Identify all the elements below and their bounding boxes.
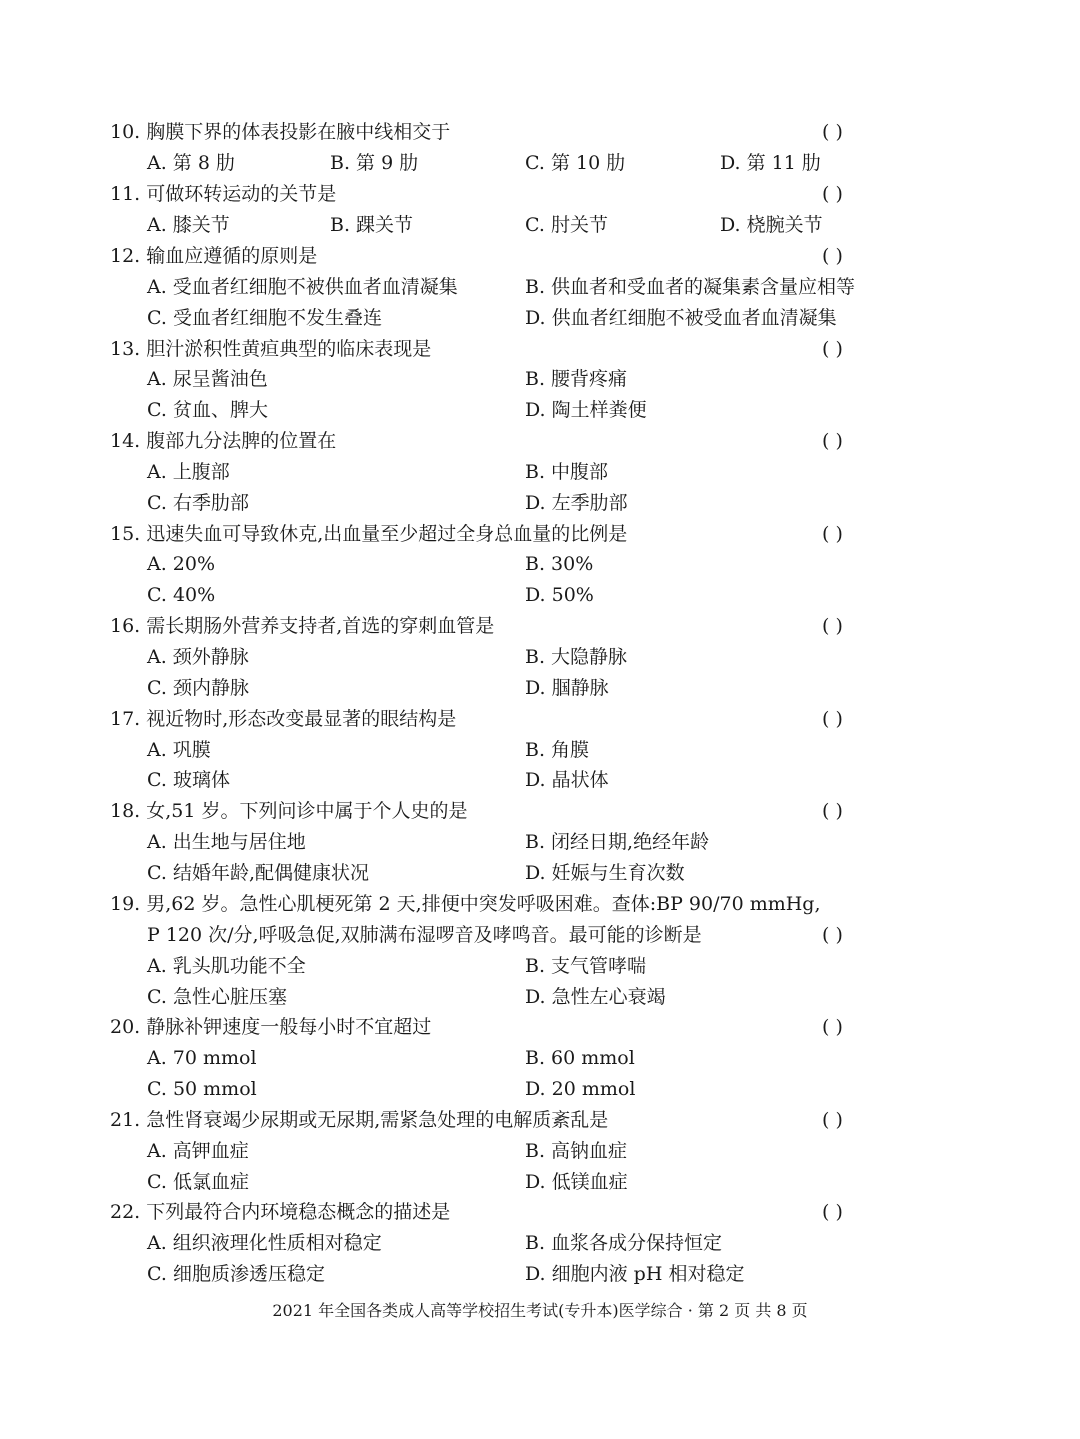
question-12-option-d: D. 供血者红细胞不被受血者血清凝集: [525, 307, 837, 329]
question-15-option-d: D. 50%: [525, 584, 594, 606]
question-14-stem: 14. 腹部九分法脾的位置在: [110, 430, 337, 452]
question-22-option-b: B. 血浆各成分保持恒定: [525, 1232, 723, 1254]
question-20-option-c: C. 50 mmol: [147, 1078, 257, 1100]
question-10-option-c: C. 第 10 肋: [525, 152, 626, 174]
question-22-option-c: C. 细胞质渗透压稳定: [147, 1263, 325, 1285]
question-19-option-c: C. 急性心脏压塞: [147, 986, 287, 1008]
question-21-option-d: D. 低镁血症: [525, 1171, 628, 1193]
answer-bracket: ( ): [822, 1109, 843, 1131]
question-18-option-b: B. 闭经日期,绝经年龄: [525, 831, 710, 853]
answer-bracket: ( ): [822, 430, 843, 452]
answer-bracket: ( ): [822, 800, 843, 822]
question-15-option-b: B. 30%: [525, 553, 594, 575]
answer-bracket: ( ): [822, 245, 843, 267]
question-13-stem: 13. 胆汁淤积性黄疸典型的临床表现是: [110, 338, 432, 360]
question-13-option-b: B. 腰背疼痛: [525, 368, 628, 390]
question-19-option-d: D. 急性左心衰竭: [525, 986, 666, 1008]
question-16-option-b: B. 大隐静脉: [525, 646, 628, 668]
question-15-stem: 15. 迅速失血可导致休克,出血量至少超过全身总血量的比例是: [110, 523, 628, 545]
question-18-option-d: D. 妊娠与生育次数: [525, 862, 685, 884]
question-16-option-d: D. 腘静脉: [525, 677, 609, 699]
question-20-option-b: B. 60 mmol: [525, 1047, 635, 1069]
question-19-stem: 19. 男,62 岁。急性心肌梗死第 2 天,排便中突发呼吸困难。查体:BP 90/70 mmHg,: [110, 893, 821, 915]
question-19-option-a: A. 乳头肌功能不全: [147, 955, 306, 977]
answer-bracket: ( ): [822, 708, 843, 730]
question-12-option-c: C. 受血者红细胞不发生叠连: [147, 307, 382, 329]
answer-bracket: ( ): [822, 924, 843, 946]
question-19-stem-line2: P 120 次/分,呼吸急促,双肺满布湿啰音及哮鸣音。最可能的诊断是: [147, 924, 702, 946]
question-14-option-b: B. 中腹部: [525, 461, 609, 483]
question-22-option-d: D. 细胞内液 pH 相对稳定: [525, 1263, 745, 1285]
question-20-option-a: A. 70 mmol: [147, 1047, 257, 1069]
question-16-option-a: A. 颈外静脉: [147, 646, 249, 668]
question-22-stem: 22. 下列最符合内环境稳态概念的描述是: [110, 1201, 451, 1223]
question-11-option-d: D. 桡腕关节: [720, 214, 823, 236]
page-footer: 2021 年全国各类成人高等学校招生考试(专升本)医学综合 · 第 2 页 共 8 页: [272, 1301, 808, 1320]
question-12-option-b: B. 供血者和受血者的凝集素含量应相等: [525, 276, 856, 298]
question-12-option-a: A. 受血者红细胞不被供血者血清凝集: [147, 276, 458, 298]
question-21-stem: 21. 急性肾衰竭少尿期或无尿期,需紧急处理的电解质紊乱是: [110, 1109, 609, 1131]
question-10-stem: 10. 胸膜下界的体表投影在腋中线相交于: [110, 121, 451, 143]
question-10-option-d: D. 第 11 肋: [720, 152, 821, 174]
question-14-option-a: A. 上腹部: [147, 461, 230, 483]
question-21-option-b: B. 高钠血症: [525, 1140, 628, 1162]
answer-bracket: ( ): [822, 1016, 843, 1038]
question-17-stem: 17. 视近物时,形态改变最显著的眼结构是: [110, 708, 457, 730]
question-11-stem: 11. 可做环转运动的关节是: [110, 183, 337, 205]
question-14-option-d: D. 左季肋部: [525, 492, 628, 514]
question-17-option-d: D. 晶状体: [525, 769, 609, 791]
question-20-stem: 20. 静脉补钾速度一般每小时不宜超过: [110, 1016, 432, 1038]
question-13-option-d: D. 陶土样粪便: [525, 399, 647, 421]
question-10-option-b: B. 第 9 肋: [330, 152, 419, 174]
question-15-option-a: A. 20%: [147, 553, 216, 575]
question-15-option-c: C. 40%: [147, 584, 216, 606]
answer-bracket: ( ): [822, 1201, 843, 1223]
question-17-option-a: A. 巩膜: [147, 739, 211, 761]
question-18-option-a: A. 出生地与居住地: [147, 831, 306, 853]
answer-bracket: ( ): [822, 615, 843, 637]
question-17-option-b: B. 角膜: [525, 739, 590, 761]
question-18-stem: 18. 女,51 岁。下列问诊中属于个人史的是: [110, 800, 468, 822]
question-11-option-c: C. 肘关节: [525, 214, 608, 236]
question-18-option-c: C. 结婚年龄,配偶健康状况: [147, 862, 369, 884]
question-11-option-b: B. 踝关节: [330, 214, 414, 236]
answer-bracket: ( ): [822, 121, 843, 143]
question-16-stem: 16. 需长期肠外营养支持者,首选的穿刺血管是: [110, 615, 495, 637]
question-19-option-b: B. 支气管哮喘: [525, 955, 647, 977]
question-13-option-c: C. 贫血、脾大: [147, 399, 268, 421]
question-17-option-c: C. 玻璃体: [147, 769, 230, 791]
answer-bracket: ( ): [822, 183, 843, 205]
question-11-option-a: A. 膝关节: [147, 214, 230, 236]
question-12-stem: 12. 输血应遵循的原则是: [110, 245, 318, 267]
question-21-option-c: C. 低氯血症: [147, 1171, 249, 1193]
answer-bracket: ( ): [822, 338, 843, 360]
question-13-option-a: A. 尿呈酱油色: [147, 368, 268, 390]
answer-bracket: ( ): [822, 523, 843, 545]
question-21-option-a: A. 高钾血症: [147, 1140, 249, 1162]
question-20-option-d: D. 20 mmol: [525, 1078, 636, 1100]
question-22-option-a: A. 组织液理化性质相对稳定: [147, 1232, 382, 1254]
question-16-option-c: C. 颈内静脉: [147, 677, 249, 699]
question-10-option-a: A. 第 8 肋: [147, 152, 235, 174]
question-14-option-c: C. 右季肋部: [147, 492, 249, 514]
